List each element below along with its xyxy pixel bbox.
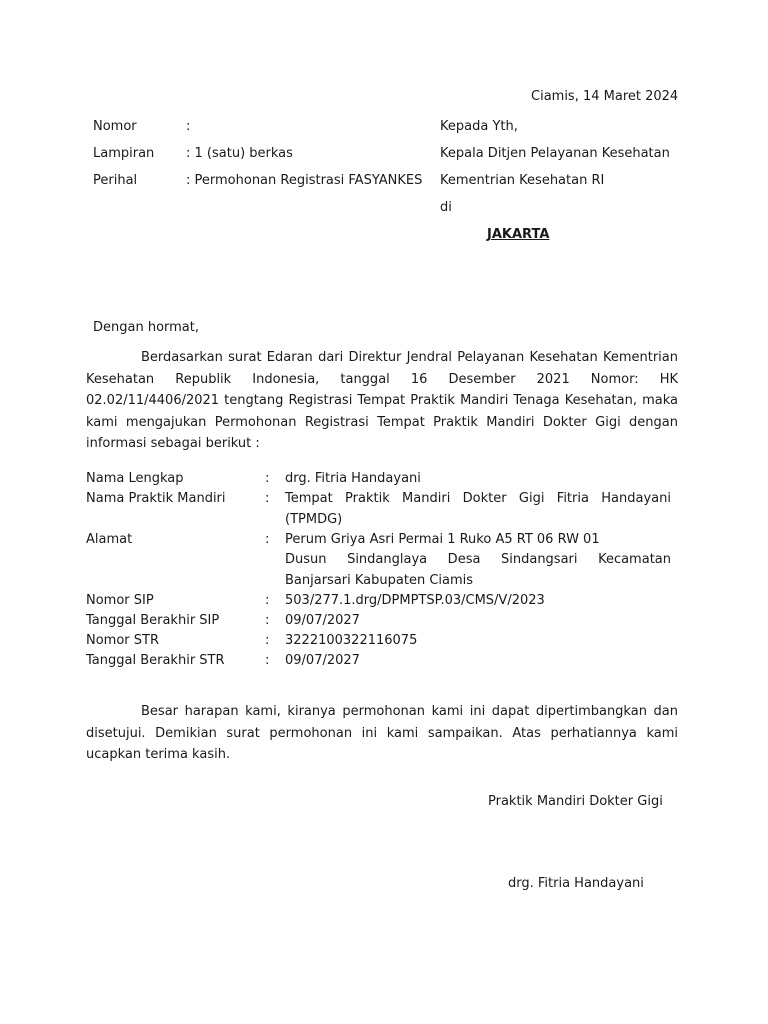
detail-colon: :	[265, 633, 270, 648]
detail-value-sip-expiry: 09/07/2027	[285, 613, 360, 628]
intro-paragraph: Berdasarkan surat Edaran dari Direktur Jendral Pelayanan Kesehatan Kementrian Kesehatan Republik Indonesia, tanggal 16 Desember 2021 Nomor: HK 02.02/11/4406/2021 tengtang Registrasi Tempat Praktik Mandiri Tenaga Kesehatan, maka kami mengajukan Permohonan Registrasi Tempat Praktik Mandiri Dokter Gigi dengan informasi sebagai berikut :	[86, 350, 678, 451]
meta-label-perihal: Perihal	[93, 173, 138, 188]
detail-label: Tanggal Berakhir SIP	[86, 613, 220, 628]
detail-colon: :	[265, 653, 270, 668]
detail-label: Nama Lengkap	[86, 471, 184, 486]
letter-date: Ciamis, 14 Maret 2024	[531, 89, 679, 104]
detail-value-str-expiry: 09/07/2027	[285, 653, 360, 668]
detail-value-nama: drg. Fitria Handayani	[285, 471, 421, 486]
closing-paragraph: Besar harapan kami, kiranya permohonan kami ini dapat dipertimbangkan dan disetujui. Demikian surat permohonan ini kami sampaikan. Atas perhatiannya kami ucapkan terima kasih.	[86, 704, 678, 762]
salutation: Dengan hormat,	[93, 320, 200, 335]
detail-label: Nomor STR	[86, 633, 159, 648]
meta-label-lampiran: Lampiran	[93, 146, 155, 161]
detail-colon: :	[265, 593, 270, 608]
meta-value-perihal: : Permohonan Registrasi FASYANKES	[186, 173, 423, 188]
recipient-city: JAKARTA	[487, 227, 550, 242]
detail-colon: :	[265, 491, 270, 506]
detail-colon: :	[265, 613, 270, 628]
detail-label: Alamat	[86, 532, 133, 547]
meta-value-lampiran: : 1 (satu) berkas	[186, 146, 293, 161]
detail-value-alamat-2: Dusun Sindanglaya Desa Sindangsari Kecamatan Banjarsari Kabupaten Ciamis	[285, 552, 671, 588]
recipient-line3: Kementrian Kesehatan RI	[440, 173, 605, 188]
recipient-line2: Kepala Ditjen Pelayanan Kesehatan	[440, 146, 670, 161]
meta-value-nomor: :	[186, 119, 191, 134]
detail-value-praktik: Tempat Praktik Mandiri Dokter Gigi Fitria Handayani (TPMDG)	[285, 491, 671, 527]
detail-label: Tanggal Berakhir STR	[86, 653, 225, 668]
detail-value-str: 3222100322116075	[285, 633, 418, 648]
meta-label-nomor: Nomor	[93, 119, 137, 134]
detail-colon: :	[265, 471, 270, 486]
signature-title: Praktik Mandiri Dokter Gigi	[488, 794, 663, 809]
detail-label: Nama Praktik Mandiri	[86, 491, 226, 506]
recipient-line4: di	[440, 200, 452, 215]
detail-colon: :	[265, 532, 270, 547]
detail-label: Nomor SIP	[86, 593, 154, 608]
signature-name: drg. Fitria Handayani	[508, 876, 644, 891]
detail-value-alamat-1: Perum Griya Asri Permai 1 Ruko A5 RT 06 RW 01	[285, 532, 600, 547]
detail-value-sip: 503/277.1.drg/DPMPTSP.03/CMS/V/2023	[285, 593, 545, 608]
recipient-line1: Kepada Yth,	[440, 119, 518, 134]
